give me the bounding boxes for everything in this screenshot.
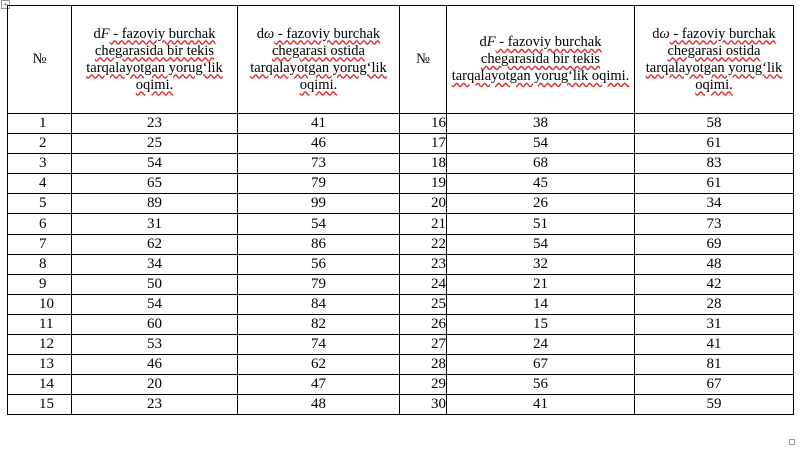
- dw-value-left: 84: [238, 294, 400, 314]
- df-value-right: 51: [447, 214, 635, 234]
- df-value-left: 54: [72, 294, 238, 314]
- df-value-right: 32: [447, 254, 635, 274]
- dw-value-right: 61: [635, 174, 794, 194]
- row-number-right: 20: [400, 194, 447, 214]
- table-row: [8, 355, 794, 375]
- row-number-right: 19: [400, 174, 447, 194]
- row-number-right: 23: [400, 254, 447, 274]
- table-row: [8, 194, 794, 214]
- dw-value-right: 73: [635, 214, 794, 234]
- dw-value-left: 41: [238, 114, 400, 134]
- dw-value-right: 83: [635, 154, 794, 174]
- dw-value-left: 74: [238, 335, 400, 355]
- row-number-left: 11: [8, 314, 72, 334]
- dw-value-right: 41: [635, 335, 794, 355]
- df-value-right: 15: [447, 314, 635, 334]
- df-value-right: 68: [447, 154, 635, 174]
- dw-value-left: 56: [238, 254, 400, 274]
- row-number-left: 10: [8, 294, 72, 314]
- df-value-left: 65: [72, 174, 238, 194]
- df-value-right: 67: [447, 355, 635, 375]
- df-value-right: 14: [447, 294, 635, 314]
- header-dw-right: dω - fazoviy burchak chegarasi ostida tarqalayotgan yorug‘lik oqimi.: [635, 6, 794, 114]
- table-row: [8, 114, 794, 134]
- dw-value-left: 48: [238, 395, 400, 415]
- df-value-left: 60: [72, 314, 238, 334]
- df-value-right: 54: [447, 234, 635, 254]
- df-value-left: 23: [72, 395, 238, 415]
- header-row: [8, 6, 794, 114]
- table-row: [8, 234, 794, 254]
- row-number-left: 12: [8, 335, 72, 355]
- row-number-left: 3: [8, 154, 72, 174]
- header-df-right: dF - fazoviy burchak chegarasida bir tekis tarqalayotgan yorug‘lik oqimi.: [447, 6, 635, 114]
- dw-value-left: 79: [238, 274, 400, 294]
- df-value-left: 62: [72, 234, 238, 254]
- dw-value-right: 31: [635, 314, 794, 334]
- row-number-left: 6: [8, 214, 72, 234]
- dw-value-left: 54: [238, 214, 400, 234]
- table-row: [8, 154, 794, 174]
- table-row: [8, 335, 794, 355]
- row-number-left: 13: [8, 355, 72, 375]
- dw-value-right: 81: [635, 355, 794, 375]
- dw-value-left: 47: [238, 375, 400, 395]
- row-number-right: 26: [400, 314, 447, 334]
- df-value-right: 54: [447, 134, 635, 154]
- df-value-right: 38: [447, 114, 635, 134]
- dw-value-left: 82: [238, 314, 400, 334]
- header-df-left: dF - fazoviy burchak chegarasida bir tekis tarqalayotgan yorug‘lik oqimi.: [72, 6, 238, 114]
- row-number-left: 2: [8, 134, 72, 154]
- row-number-left: 14: [8, 375, 72, 395]
- header-number-right: №: [400, 6, 447, 114]
- dw-value-right: 34: [635, 194, 794, 214]
- table-row: [8, 174, 794, 194]
- df-value-right: 56: [447, 375, 635, 395]
- dw-value-left: 46: [238, 134, 400, 154]
- data-table: [7, 5, 794, 415]
- dw-value-right: 42: [635, 274, 794, 294]
- df-value-left: 46: [72, 355, 238, 375]
- df-value-left: 25: [72, 134, 238, 154]
- df-value-left: 31: [72, 214, 238, 234]
- table-row: [8, 314, 794, 334]
- table-row: [8, 294, 794, 314]
- row-number-right: 22: [400, 234, 447, 254]
- table-row: [8, 274, 794, 294]
- table-row: [8, 395, 794, 415]
- dw-value-right: 59: [635, 395, 794, 415]
- dw-value-right: 61: [635, 134, 794, 154]
- row-number-right: 27: [400, 335, 447, 355]
- table-row: [8, 214, 794, 234]
- df-value-right: 24: [447, 335, 635, 355]
- table-row: [8, 254, 794, 274]
- row-number-right: 24: [400, 274, 447, 294]
- dw-value-left: 99: [238, 194, 400, 214]
- header-dw-left: dω - fazoviy burchak chegarasi ostida tarqalayotgan yorug‘lik oqimi.: [238, 6, 400, 114]
- row-number-right: 18: [400, 154, 447, 174]
- dw-value-left: 86: [238, 234, 400, 254]
- row-number-left: 4: [8, 174, 72, 194]
- row-number-left: 15: [8, 395, 72, 415]
- df-value-right: 21: [447, 274, 635, 294]
- df-value-left: 54: [72, 154, 238, 174]
- df-value-left: 23: [72, 114, 238, 134]
- table-row: [8, 134, 794, 154]
- header-number-left: №: [8, 6, 72, 114]
- df-value-left: 50: [72, 274, 238, 294]
- df-value-left: 53: [72, 335, 238, 355]
- table-row: [8, 375, 794, 395]
- dw-value-right: 67: [635, 375, 794, 395]
- row-number-left: 5: [8, 194, 72, 214]
- dw-value-right: 48: [635, 254, 794, 274]
- row-number-right: 30: [400, 395, 447, 415]
- df-value-left: 20: [72, 375, 238, 395]
- table-resize-handle-icon[interactable]: [789, 439, 795, 445]
- row-number-right: 17: [400, 134, 447, 154]
- row-number-left: 9: [8, 274, 72, 294]
- row-number-left: 7: [8, 234, 72, 254]
- dw-value-left: 62: [238, 355, 400, 375]
- dw-value-left: 79: [238, 174, 400, 194]
- row-number-right: 29: [400, 375, 447, 395]
- row-number-right: 16: [400, 114, 447, 134]
- df-value-right: 41: [447, 395, 635, 415]
- dw-value-right: 69: [635, 234, 794, 254]
- row-number-left: 8: [8, 254, 72, 274]
- row-number-right: 25: [400, 294, 447, 314]
- df-value-left: 89: [72, 194, 238, 214]
- df-value-left: 34: [72, 254, 238, 274]
- row-number-left: 1: [8, 114, 72, 134]
- row-number-right: 21: [400, 214, 447, 234]
- dw-value-left: 73: [238, 154, 400, 174]
- df-value-right: 45: [447, 174, 635, 194]
- dw-value-right: 28: [635, 294, 794, 314]
- df-value-right: 26: [447, 194, 635, 214]
- dw-value-right: 58: [635, 114, 794, 134]
- row-number-right: 28: [400, 355, 447, 375]
- table-move-handle-icon[interactable]: +: [1, 0, 10, 9]
